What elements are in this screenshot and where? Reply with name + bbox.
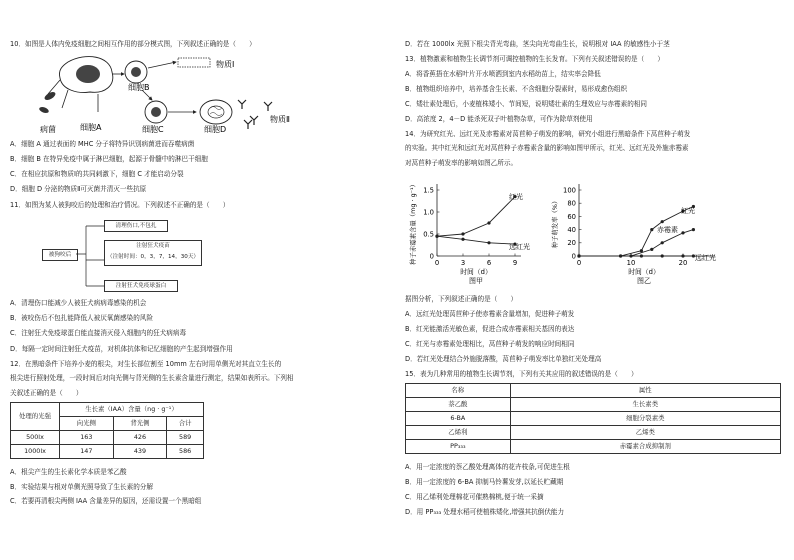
series-label: 红光	[681, 207, 695, 215]
table-row	[406, 398, 781, 412]
table-cell: 乙烯类	[510, 426, 780, 440]
table-row	[11, 445, 204, 459]
y-tick-label: 80	[567, 199, 576, 208]
th-iaa: 生长素（IAA）含量（ng · g⁻¹）	[60, 403, 204, 417]
q11-option-b: B．被咬伤后不包扎能降低人被厌氧菌感染的风险	[10, 314, 153, 322]
data-point	[435, 235, 438, 238]
q14-option-b: B．红光能激活光敏色素，促进合成赤霉素相关基因的表达	[405, 325, 575, 333]
q12-stem-line3: 关叙述正确的是（ ）	[10, 389, 83, 397]
q11-stem: 11．如图为某人被狗咬后的处理和治疗情况。下列叙述不正确的是（ ）	[10, 201, 230, 209]
data-point	[461, 238, 464, 241]
q15-table	[405, 383, 781, 454]
flow-start: 被狗咬后	[42, 249, 78, 261]
table-cell: 589	[167, 431, 204, 445]
x-tick-label: 0	[434, 259, 440, 267]
y-tick-label: 60	[567, 212, 576, 221]
th-sub: 背光侧	[113, 417, 167, 431]
flow-vaccine-schedule: （注射时间：0，3，7，14，30天）	[106, 254, 200, 260]
table-cell: 500lx	[11, 431, 60, 445]
y-tick-label: 20	[567, 239, 576, 248]
q11-option-a: A．清理伤口能减少人被狂犬病病毒感染的机会	[10, 299, 147, 307]
data-point	[640, 254, 643, 257]
data-point	[487, 221, 490, 224]
q13-stem: 13．植物激素和植物生长调节剂可调控植物的生长发育。下列有关叙述错误的是（ ）	[405, 55, 664, 63]
q12-option-d: D．若在 1000lx 光照下根尖背光弯曲，茎尖向光弯曲生长，说明根对 IAA 的敏感性小于茎	[405, 40, 670, 48]
table-row	[406, 412, 781, 426]
q14-intro: 据图分析，下列叙述正确的是（ ）	[405, 295, 518, 303]
x-tick-label: 3	[460, 259, 466, 267]
chart-caption: 图乙	[637, 277, 651, 285]
q14-stem-line1: 14．为研究红光、远红光及赤霉素对莴苣种子萌发的影响，研究小组进行黑暗条件下莴苣种子萌发	[405, 130, 691, 138]
q14-option-a: A．远红光处理莴苣种子使赤霉素含量增加，促进种子萌发	[405, 310, 575, 318]
q12-option-b: B．实验结果与根对单侧光照导致了生长素的分解	[10, 483, 153, 491]
chart-figure-a	[405, 180, 555, 288]
flow-box-clean: 清理伤口,不包扎	[104, 220, 168, 232]
data-point	[692, 228, 695, 231]
q10-option-d: D．细胞 D 分泌的物质Ⅱ可灭菌并清灭一些抗原	[10, 185, 147, 193]
y-tick-label: 0	[429, 252, 434, 261]
q10-stem: 10．如图是人体内免疫细胞之间相互作用的部分模式图，下列叙述正确的是（ ）	[10, 40, 256, 48]
series-line	[437, 236, 515, 244]
y-tick-label: 0	[571, 252, 576, 261]
data-point	[681, 231, 684, 234]
x-tick-label: 20	[678, 259, 688, 267]
q11-option-d: D．每隔一定时间注射狂犬疫苗，对机体抗体和记忆细胞的产生起到增强作用	[10, 345, 233, 353]
y-axis-label: 种子赤霉素含量（mg · g⁻¹）	[409, 181, 417, 265]
y-axis-label: 种子萌发率（%）	[551, 197, 559, 249]
chart-figure-b	[551, 180, 745, 288]
table-cell: 147	[60, 445, 114, 459]
data-point	[650, 228, 653, 231]
q15-option-c: C．用乙烯利处理棉花可催熟棉桃,便于统一采摘	[405, 493, 544, 501]
q10-immune-diagram	[38, 50, 298, 134]
data-point	[661, 241, 664, 244]
data-point	[619, 254, 622, 257]
chart-caption: 图甲	[469, 277, 483, 285]
table-cell: 细胞分裂素类	[510, 412, 780, 426]
label-substance2: 物质Ⅱ	[270, 115, 290, 124]
x-tick-label: 10	[626, 259, 636, 267]
q15-stem: 15．表为几种常用的植物生长调节剂，下列有关其应用的叙述错误的是（ ）	[405, 370, 638, 378]
q10-option-a: A．细胞 A 通过表面的 MHC 分子将特异识别病菌进而吞噬病菌	[10, 140, 195, 148]
table-cell: 萘乙酸	[406, 398, 511, 412]
y-tick-label: 0.5	[423, 230, 434, 239]
q14-option-c: C．红光与赤霉素处理相比，莴苣种子萌发的响应时间相同	[405, 340, 575, 348]
q13-option-c: C．矮壮素处理后，小麦植株矮小、节间短，说明矮壮素的生理效应与赤霉素的相同	[405, 100, 647, 108]
series-line	[437, 197, 515, 237]
table-cell: 426	[113, 431, 167, 445]
data-point	[661, 254, 664, 257]
x-axis-label: 时间（d）	[628, 268, 660, 276]
th-name: 名称	[406, 384, 511, 398]
x-tick-label: 6	[486, 259, 492, 267]
table-row	[406, 440, 781, 454]
q12-stem-line2: 根尖进行照射处理，一段时间后对向光侧与背光侧的生长素含量进行测定，结果如表所示。下列相	[10, 374, 294, 382]
flow-box-vaccine	[104, 240, 202, 266]
q14-stem-line3: 对莴苣种子萌发率的影响如图乙所示。	[405, 159, 518, 167]
q15-option-d: D．用 PP₃₃₃ 处理水稻可使植株矮化,增强其抗倒伏能力	[405, 508, 565, 516]
x-tick-label: 0	[576, 259, 582, 267]
table-row	[406, 426, 781, 440]
data-point	[650, 248, 653, 251]
series-label: 远红光	[509, 243, 530, 251]
th-light: 处理的光强	[11, 403, 60, 431]
q13-option-d: D．高浓度 2，4－D 能杀死双子叶植物杂草，可作为除草剂使用	[405, 115, 593, 123]
th-sub: 合计	[167, 417, 204, 431]
table-cell: 赤霉素合成抑制剂	[510, 440, 780, 454]
y-tick-label: 1.0	[423, 208, 434, 217]
x-axis-label: 时间（d）	[460, 268, 492, 276]
table-cell: 生长素类	[510, 398, 780, 412]
q12-option-a: A．根尖产生的生长素化学本质是苯乙酸	[10, 468, 127, 476]
q15-option-a: A．用一定浓度的萘乙酸处理离体的花卉枝条,可促进生根	[405, 463, 570, 471]
q12-stem-line1: 12．在黑暗条件下培养小麦的根尖，对生长部位割至 10mm 左右时用单侧光对其直立生长的	[10, 360, 282, 368]
series-label: 红光	[509, 193, 523, 201]
q14-stem-line2: 的实验。其中红光和远红光对莴苣种子赤霉素含量的影响如图甲所示，红光、远红光及外施赤霉素	[405, 144, 689, 152]
table-cell: 163	[60, 431, 114, 445]
th-sub: 向光侧	[60, 417, 114, 431]
q10-option-b: B．细胞 B 在特异免疫中属于淋巴细胞，起源于骨髓中的淋巴干细胞	[10, 155, 208, 163]
label-cellB: 细胞B	[128, 83, 150, 92]
q14-option-d: D．若红光处理结合外施脱落酸，莴苣种子萌发率比单独红光处理高	[405, 355, 602, 363]
q12-table	[10, 402, 204, 459]
q13-option-b: B．植物组织培养中，培养基含生长素、不含细胞分裂素时，易形成愈伤组织	[405, 85, 628, 93]
y-tick-label: 100	[563, 186, 576, 195]
table-cell: 6-BA	[406, 412, 511, 426]
flow-box-globulin: 注射狂犬免疫球蛋白	[104, 280, 178, 292]
data-point	[661, 220, 664, 223]
q15-option-b: B．用一定浓度的 6-BA 抑制马铃薯发芽,以延长贮藏期	[405, 478, 564, 486]
table-cell: 586	[167, 445, 204, 459]
q11-option-c: C．注射狂犬免疫球蛋白能直接消灭侵入细胞内的狂犬病病毒	[10, 329, 187, 337]
series-label: 远红光	[695, 254, 716, 262]
pathogen-icon	[38, 90, 56, 114]
th-attr: 属性	[510, 384, 780, 398]
data-point	[577, 254, 580, 257]
table-row	[11, 431, 204, 445]
y-tick-label: 1.5	[423, 186, 434, 195]
table-cell: 乙烯利	[406, 426, 511, 440]
label-cellA: 细胞A	[80, 123, 102, 132]
flow-vaccine-label: 注射狂犬疫苗	[136, 243, 170, 249]
data-point	[461, 232, 464, 235]
table-cell: PP₃₃₃	[406, 440, 511, 454]
q13-option-a: A．将香蕉捂在水稻叶片开水喷洒到室内水稻幼苗上，结实率会降低	[405, 70, 601, 78]
data-point	[640, 249, 643, 252]
label-pathogen: 病菌	[40, 125, 56, 134]
antibody-icon	[238, 100, 272, 129]
table-cell: 439	[113, 445, 167, 459]
label-substance1: 物质Ⅰ	[216, 60, 235, 69]
label-cellD: 细胞D	[204, 125, 227, 134]
q12-option-c: C．若要再清根尖两侧 IAA 含量差异的原因，还需设置一个黑暗组	[10, 497, 202, 505]
x-tick-label: 9	[512, 259, 518, 267]
q10-option-c: C．在相应抗原和物质Ⅰ的共同刺激下，细胞 C 才能启动分裂	[10, 170, 184, 178]
series-label: 赤霉素	[657, 226, 678, 234]
data-point	[487, 241, 490, 244]
table-cell: 1000lx	[11, 445, 60, 459]
label-cellC: 细胞C	[142, 125, 164, 134]
data-point	[681, 254, 684, 257]
y-tick-label: 40	[567, 226, 576, 234]
